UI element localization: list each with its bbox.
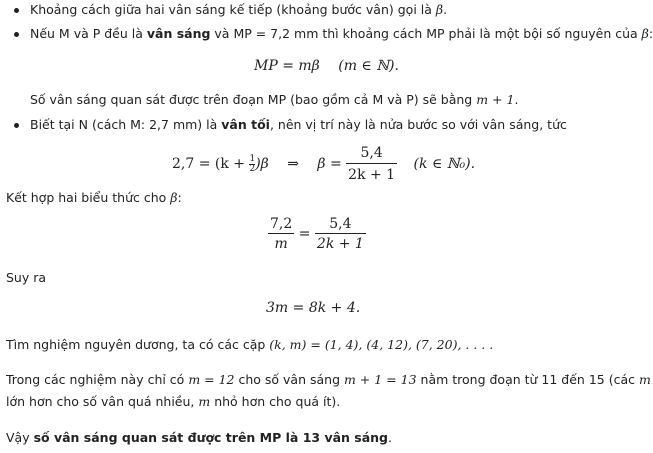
left-fraction: $\frac{7,2}{m}$	[270, 216, 293, 252]
solutions-paragraph: Tìm nghiệm nguyên dương, ta có các cặp (k, m) = (1, 4), (4, 12), (7, 20), . . . .	[6, 337, 494, 352]
selection-paragraph-line-1: Trong các nghiệm này chỉ có m = 12 cho số vân sáng m + 1 = 13 nằm trong đoạn từ 11 đến 15 (các m	[6, 372, 651, 387]
bullet-dot-2	[14, 32, 19, 37]
equation-3m: 3m = 8k + 4.	[266, 300, 361, 316]
bright-fringe-count-note: Số vân sáng quan sát được trên đoạn MP (bao gồm cả M và P) sẽ bằng m + 1.	[30, 92, 519, 107]
right-fraction: $\frac{5,4}{2k + 1}$	[316, 216, 364, 252]
bullet-1-text: Khoảng cách giữa hai vân sáng kế tiếp (khoảng bước vân) gọi là β.	[30, 2, 448, 17]
half-fraction: $\frac{1}{2}$	[249, 153, 256, 174]
bullet-dot-1	[14, 8, 19, 13]
selection-paragraph-line-2: lớn hơn cho số vân quá nhiều, m nhỏ hơn cho quá ít).	[6, 394, 341, 409]
bullet-dot-3	[14, 123, 19, 128]
equation-mp: MP = mβ (m ∈ ℕ).	[254, 58, 399, 74]
conclusion: Vậy số vân sáng quan sát được trên MP là 13 vân sáng.	[6, 430, 392, 445]
beta-fraction: $\frac{5,4}{2k + 1}$	[348, 145, 396, 183]
combine-paragraph: Kết hợp hai biểu thức cho β:	[6, 190, 182, 205]
bullet-2-text: Nếu M và P đều là vân sáng và MP = 7,2 mm thì khoảng cách MP phải là một bội số nguyên của β:	[30, 26, 653, 41]
equation-dark-fringe: 2,7 = (k + $\frac{1}{2}$ )β ⇒ β = $\frac{5,4}{2k + 1}$ (k ∈ ℕ₀).	[172, 145, 476, 183]
bullet-3-text: Biết tại N (cách M: 2,7 mm) là vân tối, nên vị trí này là nửa bước so với vân sáng, tức	[30, 117, 567, 132]
equation-combined: $\frac{7,2}{m}$ = $\frac{5,4}{2k + 1}$	[270, 216, 364, 252]
suy-ra-text: Suy ra	[6, 270, 47, 285]
